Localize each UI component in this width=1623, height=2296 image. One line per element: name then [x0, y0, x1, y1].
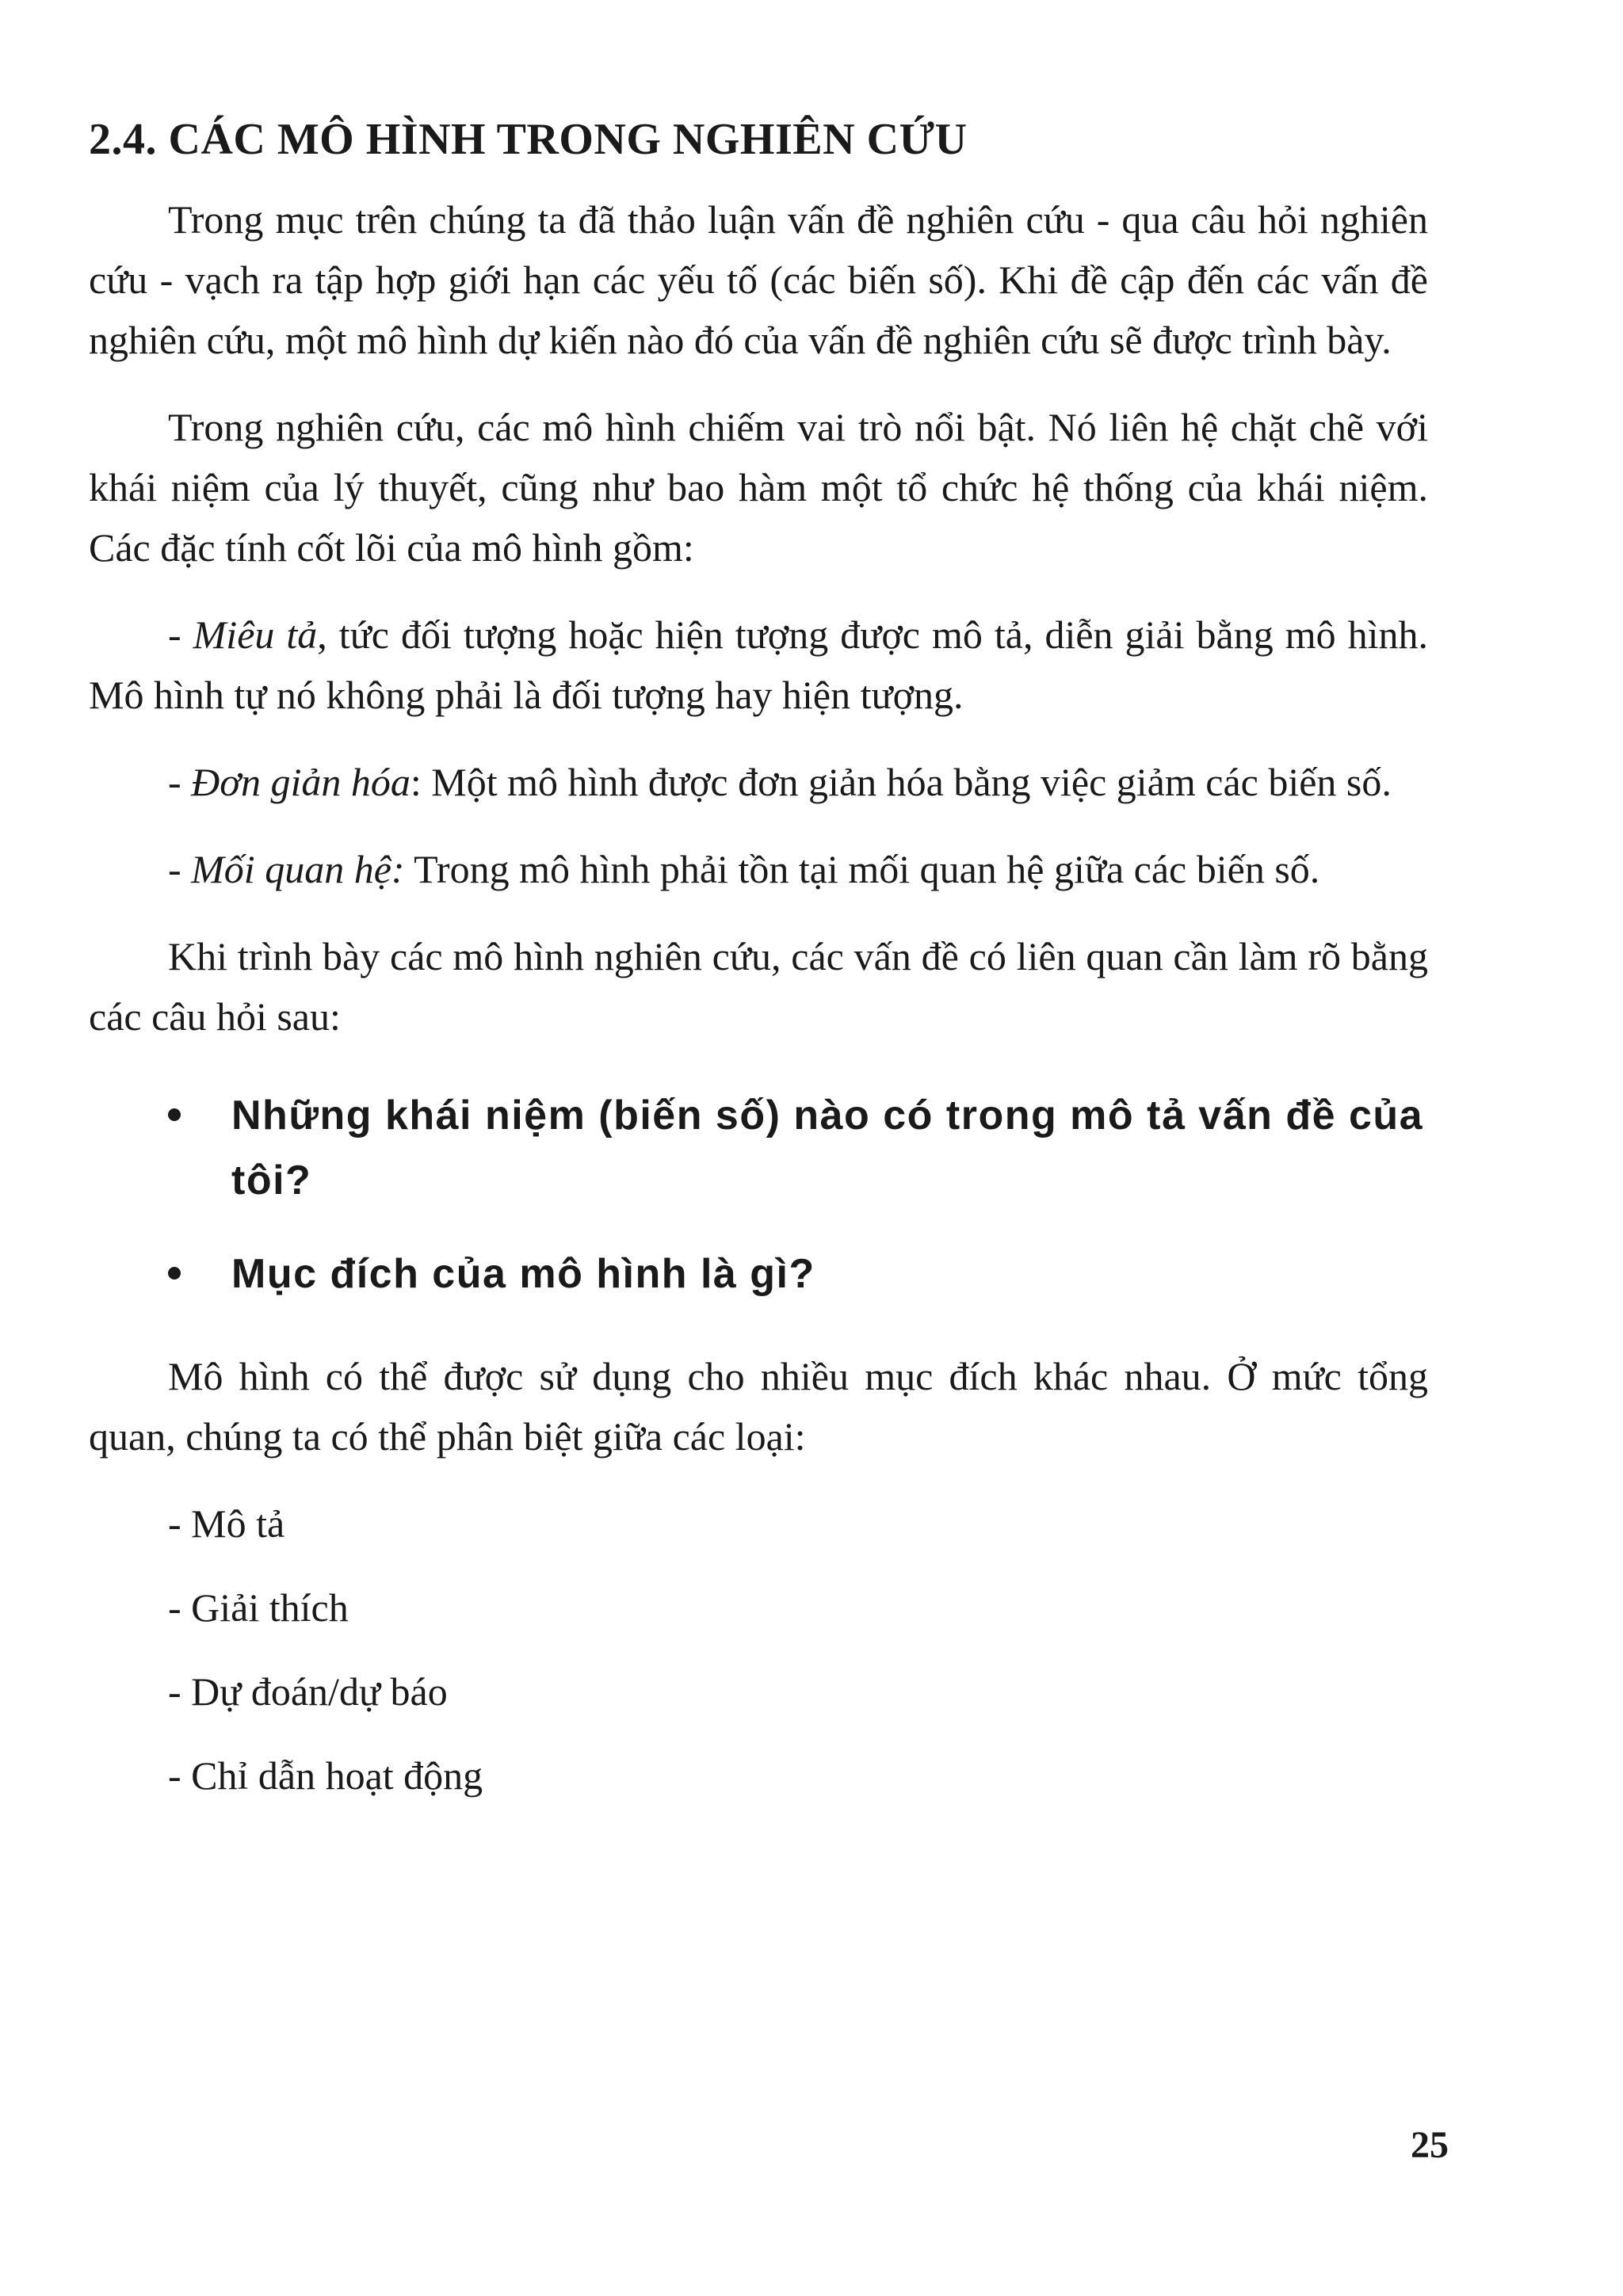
model-type-list [89, 1493, 1428, 1806]
model-type-item: - Chỉ dẫn hoạt động [168, 1753, 483, 1798]
definition-description [89, 605, 1428, 725]
definition-simplification [89, 752, 1428, 812]
model-type-item: - Mô tả [168, 1501, 285, 1546]
bullet-icon [168, 1267, 181, 1280]
definition-relationship [89, 839, 1428, 899]
paragraph-purposes: Mô hình có thể được sử dụng cho nhiều mục đích khác nhau. Ở mức tổng quan, chúng ta có thể phân biệt giữa các loại: [89, 1353, 1428, 1459]
model-type-item: - Dự đoán/dự báo [168, 1669, 448, 1714]
definition-term: - Miêu tả [168, 612, 318, 657]
question-text: Những khái niệm (biến số) nào có trong mô tả vấn đề của tôi? [231, 1092, 1424, 1203]
definition-text: Trong mô hình phải tồn tại mối quan hệ giữa các biến số. [404, 846, 1320, 891]
document-page [89, 111, 1428, 1829]
section-heading: 2.4. CÁC MÔ HÌNH TRONG NGHIÊN CỨU [89, 115, 968, 164]
question-list [89, 1083, 1428, 1306]
question-text: Mục đích của mô hình là gì? [231, 1250, 815, 1297]
definition-text: : Một mô hình được đơn giản hóa bằng việc giảm các biến số. [410, 759, 1392, 804]
definition-text: , tức đối tượng hoặc hiện tượng được mô tả, diễn giải bằng mô hình. Mô hình tự nó không phải là đối tượng hay hiện tượng. [89, 612, 1429, 717]
paragraph-questions-intro: Khi trình bày các mô hình nghiên cứu, các vấn đề có liên quan cần làm rõ bằng các câu hỏi sau: [89, 933, 1428, 1039]
paragraph-intro: Trong mục trên chúng ta đã thảo luận vấn đề nghiên cứu - qua câu hỏi nghiên cứu - vạch ra tập hợp giới hạn các yếu tố (các biến số). Khi đề cập đến các vấn đề nghiên cứu, một mô hình dự kiến nào đó của vấn đề nghiên cứu sẽ được trình bày. [89, 196, 1428, 362]
model-type-item: - Giải thích [168, 1585, 349, 1630]
question-item [168, 1083, 1428, 1213]
definition-term: - Đơn giản hóa [168, 759, 411, 804]
paragraph-models-role: Trong nghiên cứu, các mô hình chiếm vai trò nổi bật. Nó liên hệ chặt chẽ với khái niệm của lý thuyết, cũng như bao hàm một tổ chức hệ thống của khái niệm. Các đặc tính cốt lõi của mô hình gồm: [89, 404, 1428, 570]
page-number: 25 [1411, 2124, 1449, 2166]
bullet-icon [168, 1108, 181, 1121]
question-item [168, 1241, 1428, 1306]
definition-term: - Mối quan hệ: [168, 846, 405, 891]
